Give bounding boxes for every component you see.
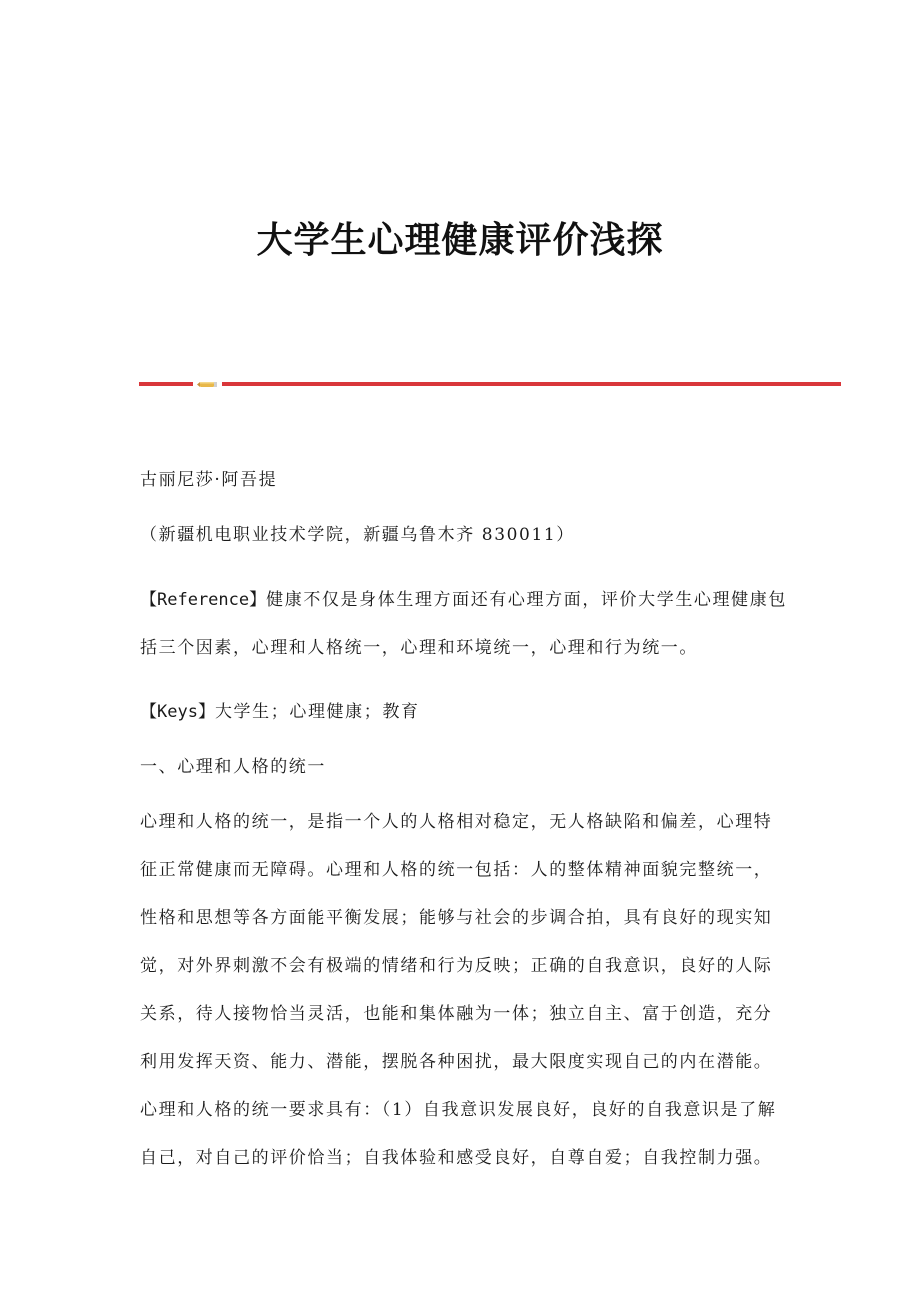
- abstract-label: 【Reference】: [140, 590, 267, 610]
- title-divider: [139, 381, 841, 389]
- pencil-icon: [197, 381, 217, 388]
- document-body: [140, 466, 790, 1182]
- section-heading: 一、心理和人格的统一: [140, 757, 326, 777]
- author-affiliation: （新疆机电职业技术学院，新疆乌鲁木齐 830011）: [140, 525, 575, 545]
- abstract: [140, 576, 790, 672]
- document-title: 大学生心理健康评价浅探: [256, 219, 664, 261]
- author-name: 古丽尼莎·阿吾提: [140, 470, 278, 490]
- abstract-text: 健康不仅是身体生理方面还有心理方面，评价大学生心理健康包括三个因素，心理和人格统一，心理和环境统一，心理和行为统一。: [140, 590, 787, 658]
- body-paragraph: 心理和人格的统一，是指一个人的人格相对稳定，无人格缺陷和偏差，心理特征正常健康而无障碍。心理和人格的统一包括：人的整体精神面貌完整统一，性格和思想等各方面能平衡发展；能够与社会的步调合拍，具有良好的现实知觉，对外界刺激不会有极端的情绪和行为反映；正确的自我意识，良好的人际关系，待人接物恰当灵活，也能和集体融为一体；独立自主、富于创造，充分利用发挥天资、能力、潜能，摆脱各种困扰，最大限度实现自己的内在潜能。心理和人格的统一要求具有：（1）自我意识发展良好，良好的自我意识是了解自己，对自己的评价恰当；自我体验和感受良好，自尊自爱；自我控制力强。: [140, 812, 777, 1168]
- keywords-text: 大学生；心理健康；教育: [214, 702, 420, 722]
- divider-right-segment: [222, 382, 841, 386]
- keywords: [140, 698, 790, 727]
- divider-left-segment: [139, 382, 193, 386]
- keywords-label: 【Keys】: [140, 702, 215, 722]
